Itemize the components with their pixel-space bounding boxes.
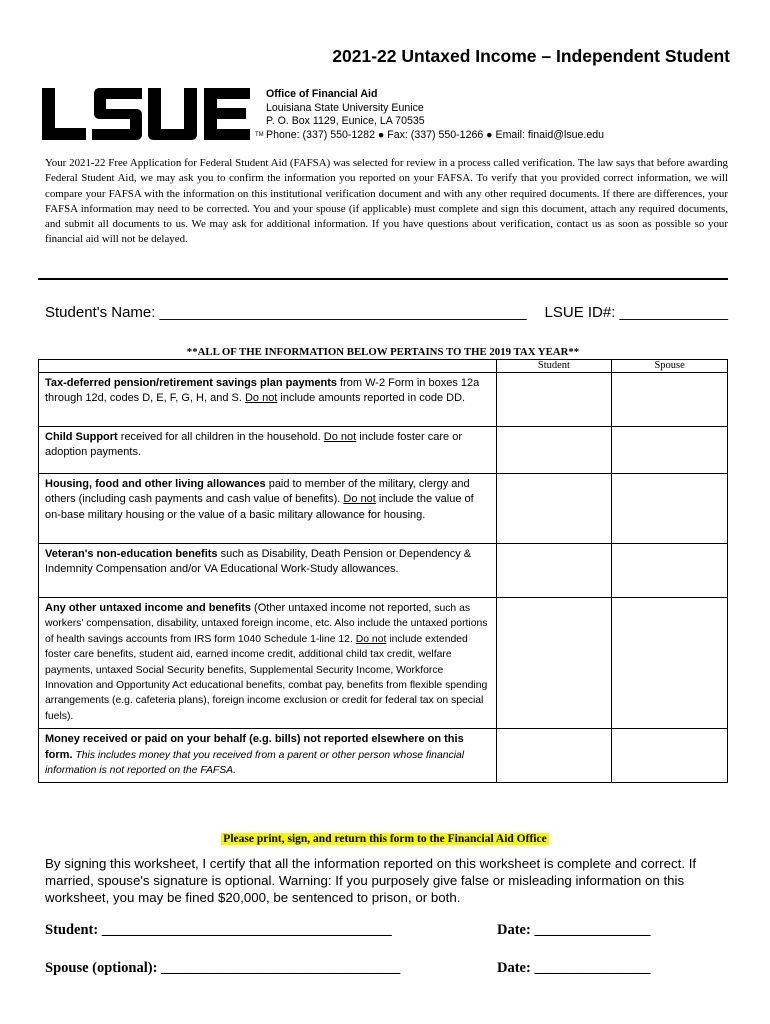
- spouse-amount-cell[interactable]: [612, 544, 728, 598]
- student-amount-cell[interactable]: [496, 544, 612, 598]
- student-amount-cell[interactable]: [496, 373, 612, 427]
- student-amount-cell[interactable]: [496, 729, 612, 783]
- office-name: Office of Financial Aid: [266, 88, 378, 100]
- table-row: [39, 729, 728, 783]
- table-row: [39, 474, 728, 544]
- return-instruction-text: Please print, sign, and return this form to the Financial Aid Office: [223, 833, 547, 845]
- spouse-amount-cell[interactable]: [612, 474, 728, 544]
- student-amount-cell[interactable]: [496, 427, 612, 474]
- university-name: Louisiana State University Eunice: [266, 101, 424, 114]
- trademark-symbol: TM: [255, 132, 264, 138]
- header-blank-cell: [39, 360, 497, 373]
- table-row: [39, 598, 728, 729]
- intro-paragraph: Your 2021-22 Free Application for Federal Student Aid (FAFSA) was selected for review in a process called verification. The law says that before awarding Federal Student Aid, we may ask you to confirm the information you reported on your FAFSA. To verify that you provided correct information, we will compare your FAFSA with the information on this institutional verification document and with any other required documents. If there are differences, your FAFSA information may need to be corrected. You and your spouse (if applicable) must complete and sign this document, attach any required documents, and submit all documents to us. We may ask for additional information. If you have questions about verification, contact us as soon as possible so your financial aid will not be delayed.: [45, 157, 728, 246]
- table-row: [39, 427, 728, 474]
- student-date-line[interactable]: Date: ________________: [497, 922, 651, 938]
- column-header-spouse: Spouse: [612, 360, 728, 373]
- student-name-field[interactable]: Student's Name: ____________________________________________: [45, 304, 527, 321]
- certification-statement: By signing this worksheet, I certify that all the information reported on this worksheet is complete and correct. If married, spouse's signature is optional. Warning: If you purposely give false or misleading information on this worksheet, you may be fined $20,000, be sentenced to prison, or both.: [45, 856, 697, 905]
- row-description: Any other untaxed income and benefits (Other untaxed income not reported, such as workers' compensation, disability, untaxed foreign income, etc. Also include the untaxed portions of health savings accounts from IRS form 1040 Schedule 1-line 12. Do not include extended foster care benefits, student aid, earned income credit, additional child tax credit, welfare payments, untaxed Social Security benefits, Supplemental Security Income, Workforce Innovation and Opportunity Act educational benefits, combat pay, benefits from flexible spending arrangements (e.g. cafeteria plans), foreign income exclusion or credit for federal tax on special fuels).: [39, 598, 497, 729]
- form-title: 2021-22 Untaxed Income – Independent Student: [332, 46, 730, 66]
- office-contact-block: [266, 88, 604, 142]
- row-description: Veteran's non-education benefits such as Disability, Death Pension or Dependency & Indemnity Compensation and/or VA Educational Work-Study allowances.: [39, 544, 497, 598]
- lsue-logo: [42, 88, 250, 140]
- spouse-date-line[interactable]: Date: ________________: [497, 960, 651, 976]
- student-amount-cell[interactable]: [496, 598, 612, 729]
- tax-year-note: **ALL OF THE INFORMATION BELOW PERTAINS TO THE 2019 TAX YEAR**: [186, 346, 580, 358]
- student-amount-cell[interactable]: [496, 474, 612, 544]
- row-description: Tax-deferred pension/retirement savings plan payments from W-2 Form in boxes 12a through 12d, codes D, E, F, G, H, and S. Do not include amounts reported in code DD.: [39, 373, 497, 427]
- spouse-amount-cell[interactable]: [612, 598, 728, 729]
- spouse-amount-cell[interactable]: [612, 427, 728, 474]
- mailing-address: P. O. Box 1129, Eunice, LA 70535: [266, 115, 425, 127]
- column-header-student: Student: [496, 360, 612, 373]
- untaxed-income-table: [38, 359, 728, 783]
- row-description: Housing, food and other living allowances paid to member of the military, clergy and others (including cash payments and cash value of benefits). Do not include the value of on-base military housing or the value of a basic military allowance for housing.: [39, 474, 497, 544]
- table-row: [39, 544, 728, 598]
- table-header-row: [39, 360, 728, 373]
- student-signature-line[interactable]: Student: ________________________________________: [45, 922, 392, 938]
- spouse-amount-cell[interactable]: [612, 729, 728, 783]
- row-description: Money received or paid on your behalf (e.g. bills) not reported elsewhere on this form. This includes money that you received from a parent or other person whose financial information is not reported on the FAFSA.: [39, 729, 497, 783]
- contact-info: Phone: (337) 550-1282 ● Fax: (337) 550-1266 ● Email: finaid@lsue.edu: [266, 128, 605, 141]
- return-instruction: [0, 833, 770, 845]
- row-description: Child Support received for all children in the household. Do not include foster care or adoption payments.: [39, 427, 497, 474]
- table-row: [39, 373, 728, 427]
- spouse-amount-cell[interactable]: [612, 373, 728, 427]
- spouse-signature-line[interactable]: Spouse (optional): _________________________________: [45, 960, 401, 976]
- section-divider: [38, 278, 728, 280]
- lsue-id-field[interactable]: LSUE ID#: _____________: [544, 304, 728, 321]
